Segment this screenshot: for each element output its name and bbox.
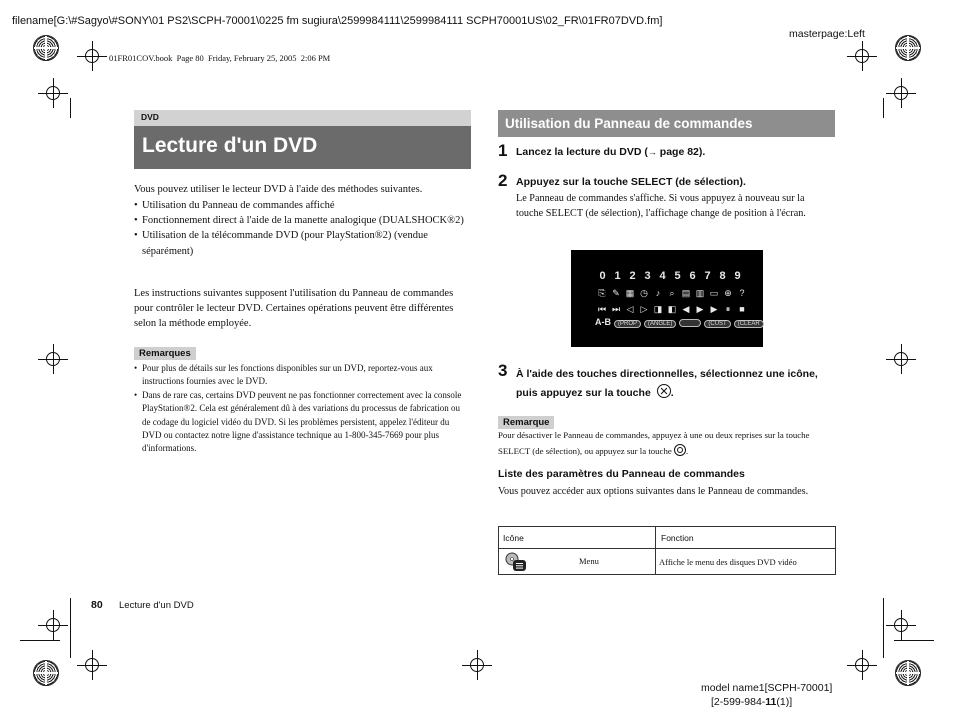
table-cell-icon-label: Menu	[579, 556, 599, 566]
pause-icon: ⏸	[725, 304, 731, 314]
intro-paragraph: Les instructions suivantes supposent l'utilisation du Panneau de commandes pour contrôler le lecteur DVD. Certaines opérations peuvent être différentes selon la méthode employée.	[134, 288, 454, 330]
step-2-detail: Le Panneau de commandes s'affiche. Si vous appuyez à nouveau sur la touche SELECT (de sélection), l'affichage change de position à l'écran.	[516, 193, 806, 219]
list-icon: ▤	[681, 288, 691, 298]
next-icon: ⏭	[611, 304, 621, 314]
model-line: model name1[SCPH-70001]	[701, 682, 833, 694]
table-cell-function: Affiche le menu des disques DVD vidéo	[656, 549, 836, 575]
trim-line	[883, 598, 884, 658]
crop-mark-top-left	[77, 41, 107, 71]
arrow-icon: →	[647, 147, 657, 157]
remark-end: .	[685, 446, 689, 457]
registration-mark-bottom-left	[33, 660, 59, 686]
filename-line: filename[G:\#Sagyo\#SONY\01 PS2\SCPH-70001\0225 fm sugiura\2599984111\2599984111 SCPH70001US\02_FR\01FR07DVD.fm]	[12, 15, 663, 27]
scan-forward-icon: ▶	[696, 304, 704, 314]
remark-badge	[498, 412, 554, 430]
zoom-icon: ⊕	[724, 288, 732, 298]
digit-7: 7	[704, 270, 711, 282]
custom-pill: (CUST	[704, 320, 730, 328]
intro-text: Vous pouvez utiliser le lecteur DVD à l'aide des méthodes suivantes.	[134, 184, 423, 195]
registration-mark-top-right	[895, 35, 921, 61]
crop-mark-bottom-left	[77, 650, 107, 680]
advance-icon: ▷	[640, 304, 648, 314]
remark-text	[498, 429, 834, 459]
parameter-list-heading: Liste des paramètres du Panneau de commandes	[498, 468, 745, 480]
list-item: • Pour plus de détails sur les fonctions disponibles sur un DVD, reportez-vous aux instructions fournies avec le DVD.	[134, 362, 470, 389]
digit-4: 4	[659, 270, 666, 282]
digit-3: 3	[644, 270, 651, 282]
step-number-1: 1	[498, 141, 508, 160]
icon-row-playback	[595, 299, 749, 317]
step-3-line-2	[516, 382, 818, 401]
list-item: • Utilisation du Panneau de commandes affiché	[134, 198, 464, 213]
cross-button-icon	[657, 384, 671, 398]
step-number-2: 2	[498, 171, 508, 190]
table-row	[499, 549, 836, 575]
ab-repeat-label: A-B	[595, 317, 611, 327]
section-header	[498, 110, 835, 137]
step-3-end: .	[670, 387, 674, 399]
chapter-icon: ▥	[695, 288, 705, 298]
step-3-line-1: À l'aide des touches directionnelles, sélectionnez une icône,	[516, 368, 818, 380]
notes-label: Remarques	[134, 347, 196, 360]
crop-mark-bottom-right-outer	[886, 610, 916, 640]
display-icon: ▭	[709, 288, 719, 298]
trim-line	[894, 640, 934, 641]
crop-mark-bottom-left-outer	[38, 610, 68, 640]
play-icon: ▶	[710, 304, 718, 314]
running-title: Lecture d'un DVD	[119, 600, 194, 611]
trim-line	[20, 640, 60, 641]
parameter-table	[498, 526, 836, 575]
crop-mark-top-left-outer	[38, 78, 68, 108]
slow-back-icon: ◨	[653, 304, 663, 314]
circle-button-icon	[674, 444, 689, 457]
page-title: Lecture d'un DVD	[142, 134, 318, 157]
part-number-suffix: (1)]	[776, 696, 793, 708]
digit-5: 5	[674, 270, 681, 282]
remark-label: Remarque	[498, 416, 554, 429]
menu-icon: ⎘	[598, 288, 606, 298]
trim-line	[70, 98, 71, 118]
book-line: 01FR01COV.book Page 80 Friday, February 25, 2005 2:06 PM	[109, 53, 331, 63]
edit-icon: ✎	[612, 288, 620, 298]
page-number: 80	[91, 599, 103, 611]
table-header-row	[499, 527, 836, 549]
remark-body: Pour désactiver le Panneau de commandes, appuyez à une ou deux reprises sur la touche SELECT (de sélection), ou appuyez sur la touche	[498, 430, 810, 457]
table-cell-icon	[499, 549, 656, 575]
part-number-bold: 11	[765, 696, 777, 708]
icon-row-options	[595, 317, 767, 328]
digit-1: 1	[614, 270, 621, 282]
step-number-3: 3	[498, 361, 508, 380]
list-item: • Fonctionnement direct à l'aide de la manette analogique (DUALSHOCK®2)	[134, 213, 464, 228]
crop-mark-mid-right	[886, 344, 916, 374]
registration-mark-top-left	[33, 35, 59, 61]
step-1-label: Lancez la lecture du DVD (	[516, 146, 648, 158]
menu-icon	[505, 552, 527, 572]
step-1-reference: page 82).	[656, 146, 706, 158]
stop-icon: ■	[739, 304, 745, 314]
masterpage-label: masterpage:Left	[789, 28, 865, 40]
section-tag	[134, 110, 471, 126]
notes-list	[134, 362, 470, 456]
subtitle-icon: ▦	[625, 288, 635, 298]
list-item: • Dans de rare cas, certains DVD peuvent ne pas fonctionner correctement avec la console PlayStation®2. Cela est généralement dû à des variations du processus de fabrication ou de codage du logiciel vidéo du DVD. Si les problèmes persistent, appelez l'éditeur du DVD ou contactez notre ligne d'assistance technique au 1-800-345-7669 pour plus d'informations.	[134, 389, 470, 456]
repeat-pill	[679, 319, 701, 327]
digit-6: 6	[689, 270, 696, 282]
help-icon: ?	[739, 288, 745, 298]
program-pill: (PROP	[614, 320, 641, 328]
step-3-text	[516, 366, 818, 401]
angle-pill: (ANGLE)	[644, 320, 676, 328]
step-3-line-2-label: puis appuyez sur la touche	[516, 387, 651, 399]
clear-pill: (CLEAR	[734, 320, 764, 328]
column-header-icon: Icône	[499, 527, 656, 549]
slow-forward-icon: ◧	[667, 304, 677, 314]
digit-8: 8	[719, 270, 726, 282]
registration-mark-bottom-right	[895, 660, 921, 686]
audio-icon: ♪	[655, 288, 661, 298]
scan-back-icon: ◀	[682, 304, 690, 314]
digit-9: 9	[734, 270, 741, 282]
parameter-list-intro: Vous pouvez accéder aux options suivantes dans le Panneau de commandes.	[498, 486, 809, 497]
trim-line	[70, 598, 71, 658]
control-panel-screenshot	[571, 250, 763, 347]
crop-mark-bottom-right	[847, 650, 877, 680]
methods-list	[134, 198, 464, 259]
column-header-function: Fonction	[656, 527, 836, 549]
crop-mark-top-right	[847, 41, 877, 71]
part-number	[711, 696, 792, 708]
section-title: Utilisation du Panneau de commandes	[505, 116, 753, 131]
list-item: • Utilisation de la télécommande DVD (pour PlayStation®2) (vendue séparément)	[134, 228, 464, 258]
crop-mark-bottom-center	[462, 650, 492, 680]
time-icon: ◷	[640, 288, 648, 298]
step-2-text: Appuyez sur la touche SELECT (de sélection).	[516, 176, 746, 188]
section-tag-label: DVD	[141, 112, 159, 122]
page-title-band	[134, 126, 471, 169]
trim-line	[883, 98, 884, 118]
part-number-prefix: [2-599-984-	[711, 696, 766, 708]
step-1-text	[516, 146, 705, 158]
crop-mark-top-right-outer	[886, 78, 916, 108]
search-icon: ⌕	[669, 288, 675, 298]
previous-icon: ⏮	[597, 304, 607, 314]
notes-badge	[134, 343, 196, 361]
replay-icon: ◁	[626, 304, 634, 314]
digit-row	[595, 266, 745, 284]
crop-mark-mid-left	[38, 344, 68, 374]
digit-2: 2	[629, 270, 636, 282]
digit-0: 0	[599, 270, 606, 282]
